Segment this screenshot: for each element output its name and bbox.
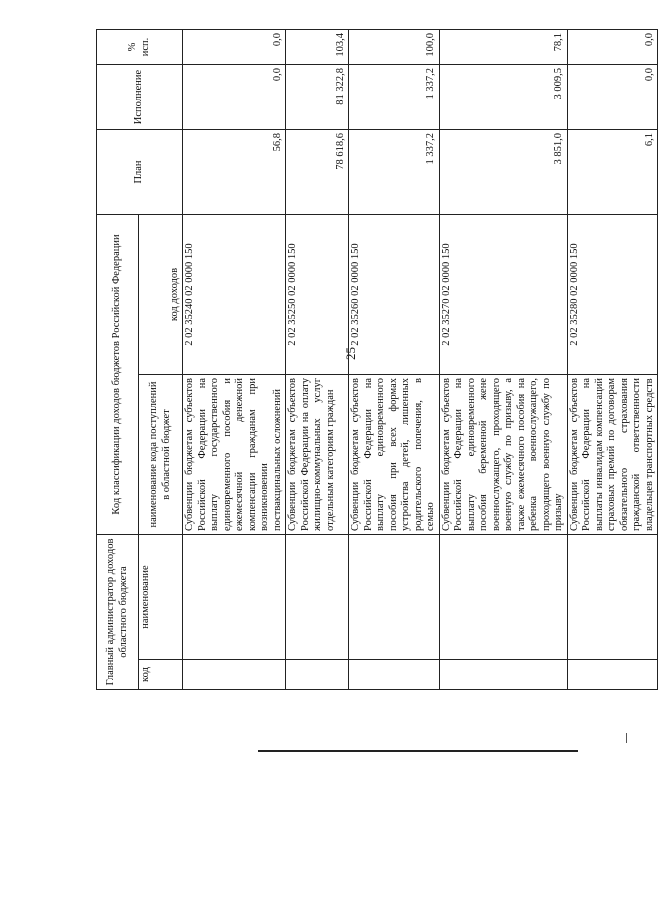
admin-name-cell [439,535,567,660]
plan-cell: 56,8 [183,129,286,214]
income-name-cell: Субвенции бюджетам субъектов Российской Федерации на выплату единовременного пособия при всех формах устройства детей, лишенных родительского попечения, в семью [349,375,440,535]
execution-cell: 81 322,8 [286,64,349,129]
percent-cell: 100,0 [349,29,440,64]
income-name-header: наименование кода поступлений в областной бюджет [139,375,183,535]
income-code-cell: 2 02 35260 02 0000 150 [349,214,440,374]
admin-name-cell [183,535,286,660]
admin-name-cell [567,535,658,660]
table-row [567,29,658,689]
admin-name-cell [286,535,349,660]
percent-cell: 103,4 [286,29,349,64]
income-name-cell: Субвенции бюджетам субъектов Российской Федерации на выплату единовременного пособия беременной жене военнослужащего, проходящего военную службу по призыву, а также ежемесячного пособия на ребенка военнослужащего, проходящего военную службу по призыву [439,375,567,535]
execution-cell: 0,0 [567,64,658,129]
execution-cell: 0,0 [183,64,286,129]
admin-group-header: Главный администратор доходов областного бюджета [97,535,139,690]
income-code-cell: 2 02 35250 02 0000 150 [286,214,349,374]
rotated-table-container [96,30,655,690]
admin-code-cell [439,660,567,690]
table-row [183,29,286,689]
admin-name-cell [349,535,440,660]
execution-cell: 1 337,2 [349,64,440,129]
income-code-header: код доходов [139,214,183,374]
income-name-cell: Субвенции бюджетам субъектов Российской Федерации на оплату жилищно-коммунальных услуг отдельным категориям граждан [286,375,349,535]
income-name-cell: Субвенции бюджетам субъектов Российской Федерации на выплату государственного единовременного пособия и ежемесячной денежной компенсации гражданам при возникновении поствакцинальных осложнений [183,375,286,535]
income-name-cell: Субвенции бюджетам субъектов Российской Федерации на выплаты инвалидам компенсаций страховых премий по договорам обязательного страхования гражданской ответственности владельцев транспортных средств [567,375,658,535]
admin-code-cell [286,660,349,690]
percent-cell: 0,0 [183,29,286,64]
plan-cell: 3 851,0 [439,129,567,214]
admin-code-cell [349,660,440,690]
admin-code-header: код [139,660,183,690]
admin-code-cell [567,660,658,690]
scan-artifact-mark [626,733,627,743]
scan-artifact-line [258,750,578,752]
page-number: 25 [343,347,358,360]
admin-name-header: наименование [139,535,183,660]
percent-cell: 78,1 [439,29,567,64]
table-row [286,29,349,689]
percent-header: % исп. [97,29,183,64]
income-code-cell: 2 02 35240 02 0000 150 [183,214,286,374]
income-code-cell: 2 02 35280 02 0000 150 [567,214,658,374]
plan-header: План [97,129,183,214]
table-row [349,29,440,689]
plan-cell: 6,1 [567,129,658,214]
percent-cell: 0,0 [567,29,658,64]
execution-cell: 3 009,5 [439,64,567,129]
classification-group-header: Код классификации доходов бюджетов Российской Федерации [97,214,139,534]
plan-cell: 1 337,2 [349,129,440,214]
income-table [96,29,658,690]
execution-header: Исполнение [97,64,183,129]
admin-code-cell [183,660,286,690]
income-code-cell: 2 02 35270 02 0000 150 [439,214,567,374]
plan-cell: 78 618,6 [286,129,349,214]
table-row [439,29,567,689]
